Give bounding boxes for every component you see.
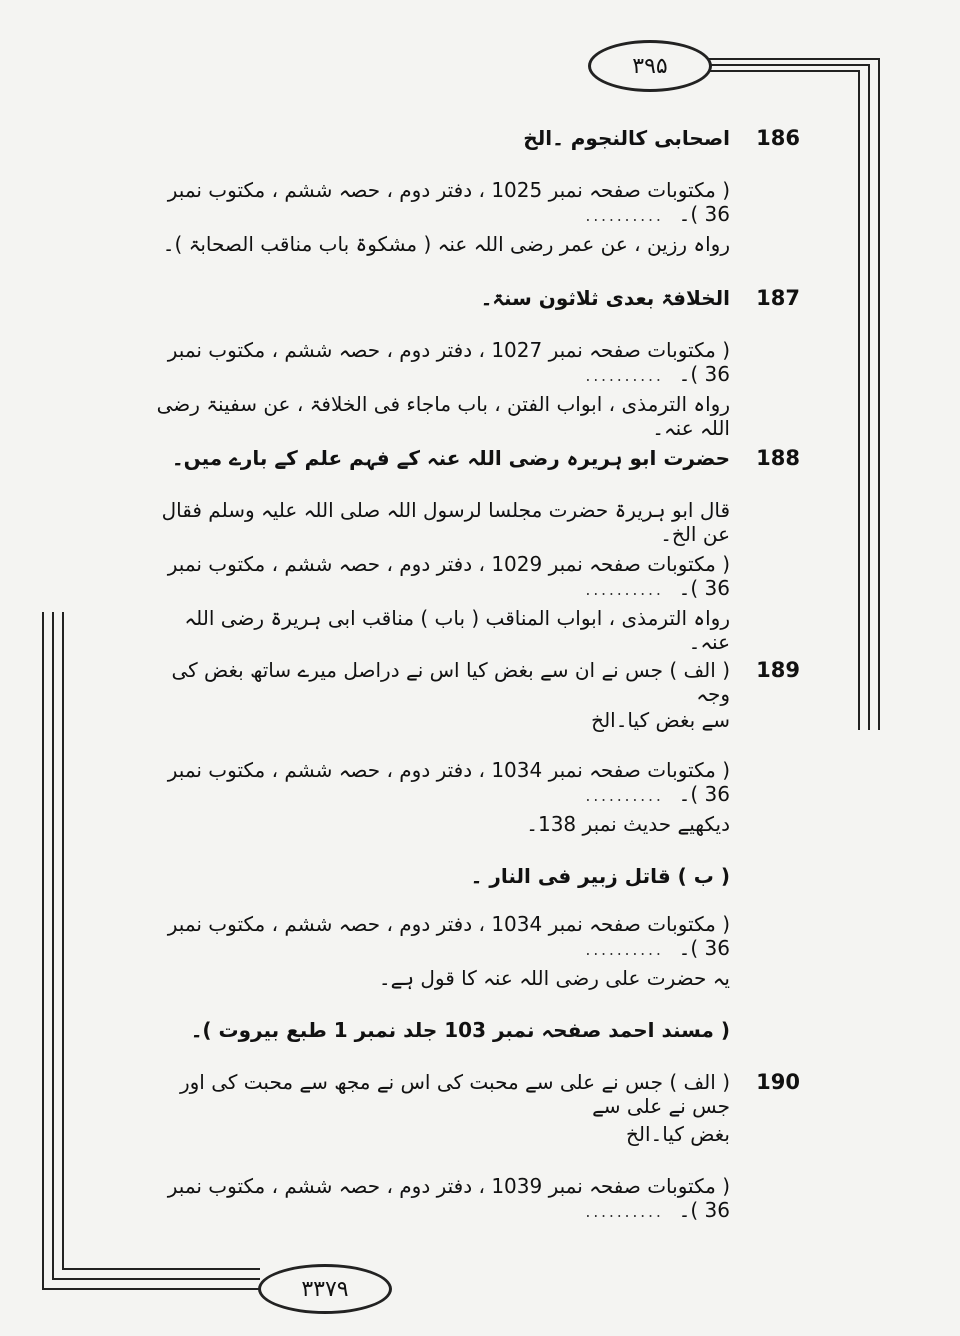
entry-number: 186 [756,126,800,150]
leader-dots: .......... [584,210,663,225]
entry-source [140,392,800,440]
reference-text: ( مکتوبات صفحہ نمبر 1034 ، دفتر دوم ، حصہ ششم ، مکتوب نمبر 36 )۔ [167,758,730,806]
leader-dots: .......... [584,370,663,385]
entry-190 [140,1070,800,1118]
frame-line [62,1268,260,1270]
frame-line [706,58,880,60]
entry-quote [140,498,800,546]
entry-reference [140,552,800,600]
entry-source [140,232,800,256]
entry-sub-reference [140,912,800,960]
entry-title: اصحابی کالنجوم ۔الخ [523,126,730,150]
sub-title-text: ( ب ) قاتل زبیر فی النار ۔ [470,864,730,888]
leader-dots: .......... [584,790,663,805]
frame-line [42,612,44,1288]
entry-title: ( الف ) جس نے علی سے محبت کی اس نے مجھ سے محبت کی اور جس نے علی سے [179,1070,730,1118]
leader-dots: .......... [584,944,663,959]
entry-title: الخلافۃ بعدی ثلاثون سنۃ۔ [480,286,730,310]
entry-source [140,606,800,654]
quote-text: قال ابو ہریرۃ حضرت مجلسا لرسول اللہ صلی اللہ علیہ وسلم فقال عن الخ۔ [161,498,730,546]
note-text: یہ حضرت علی رضی اللہ عنہ کا قول ہے۔ [378,966,730,990]
frame-line [868,64,870,730]
frame-line [42,1288,260,1290]
source-text: رواہ رزین ، عن عمر رضی اللہ عنہ ( مشکوۃ باب مناقب الصحابۃ )۔ [162,232,730,256]
frame-line [62,612,64,1268]
see-also-text: دیکھیے حدیث نمبر 138۔ [526,812,730,836]
entry-number: 189 [756,658,800,682]
entry-number: 187 [756,286,800,310]
entry-note [140,966,800,990]
leader-dots: .......... [584,584,663,599]
frame-line [878,58,880,730]
entry-title-continued [140,1122,800,1146]
entry-reference [140,1174,800,1222]
entry-number: 188 [756,446,800,470]
source-text: رواہ الترمذی ، ابواب الفتن ، باب ماجاء فی الخلافۃ ، عن سفینۃ رضی اللہ عنہ۔ [156,392,730,440]
page-number-top: ۳۹۵ [588,40,712,92]
sub-source-text: ( مسند احمد صفحہ نمبر 103 جلد نمبر 1 طبع بیروت )۔ [190,1018,730,1042]
entry-188 [140,446,800,471]
entry-title-continued [140,708,800,732]
reference-text: ( مکتوبات صفحہ نمبر 1029 ، دفتر دوم ، حصہ ششم ، مکتوب نمبر 36 )۔ [167,552,730,600]
entry-title: ( الف ) جس نے ان سے بغض کیا اس نے دراصل میرے ساتھ بغض کی وجہ [171,658,730,706]
frame-line [52,612,54,1278]
entry-number: 190 [756,1070,800,1094]
reference-text: ( مکتوبات صفحہ نمبر 1027 ، دفتر دوم ، حصہ ششم ، مکتوب نمبر 36 )۔ [167,338,730,386]
entry-reference [140,178,800,226]
reference-text: ( مکتوبات صفحہ نمبر 1025 ، دفتر دوم ، حصہ ششم ، مکتوب نمبر 36 )۔ [167,178,730,226]
title-continued-text: سے بغض کیا۔الخ [591,708,730,732]
frame-line [706,70,860,72]
frame-line [52,1278,260,1280]
entry-sub-source [140,1018,800,1042]
entry-see-also [140,812,800,836]
entry-189 [140,658,800,706]
entry-187 [140,286,800,311]
frame-line [706,64,870,66]
entry-186 [140,126,800,151]
entry-sub-title [140,864,800,888]
title-continued-text: بغض کیا۔الخ [625,1122,730,1146]
page-number-bottom: ۳۳۷۹ [258,1264,392,1314]
entry-title: حضرت ابو ہریرہ رضی اللہ عنہ کے فہم علم کے بارے میں۔ [171,446,730,470]
frame-line [858,70,860,730]
reference-text: ( مکتوبات صفحہ نمبر 1034 ، دفتر دوم ، حصہ ششم ، مکتوب نمبر 36 )۔ [167,912,730,960]
leader-dots: .......... [584,1206,663,1221]
reference-text: ( مکتوبات صفحہ نمبر 1039 ، دفتر دوم ، حصہ ششم ، مکتوب نمبر 36 )۔ [167,1174,730,1222]
entry-reference [140,758,800,806]
entry-reference [140,338,800,386]
source-text: رواہ الترمذی ، ابواب المناقب ( باب ) مناقب ابی ہریرۃ رضی اللہ عنہ۔ [184,606,730,654]
